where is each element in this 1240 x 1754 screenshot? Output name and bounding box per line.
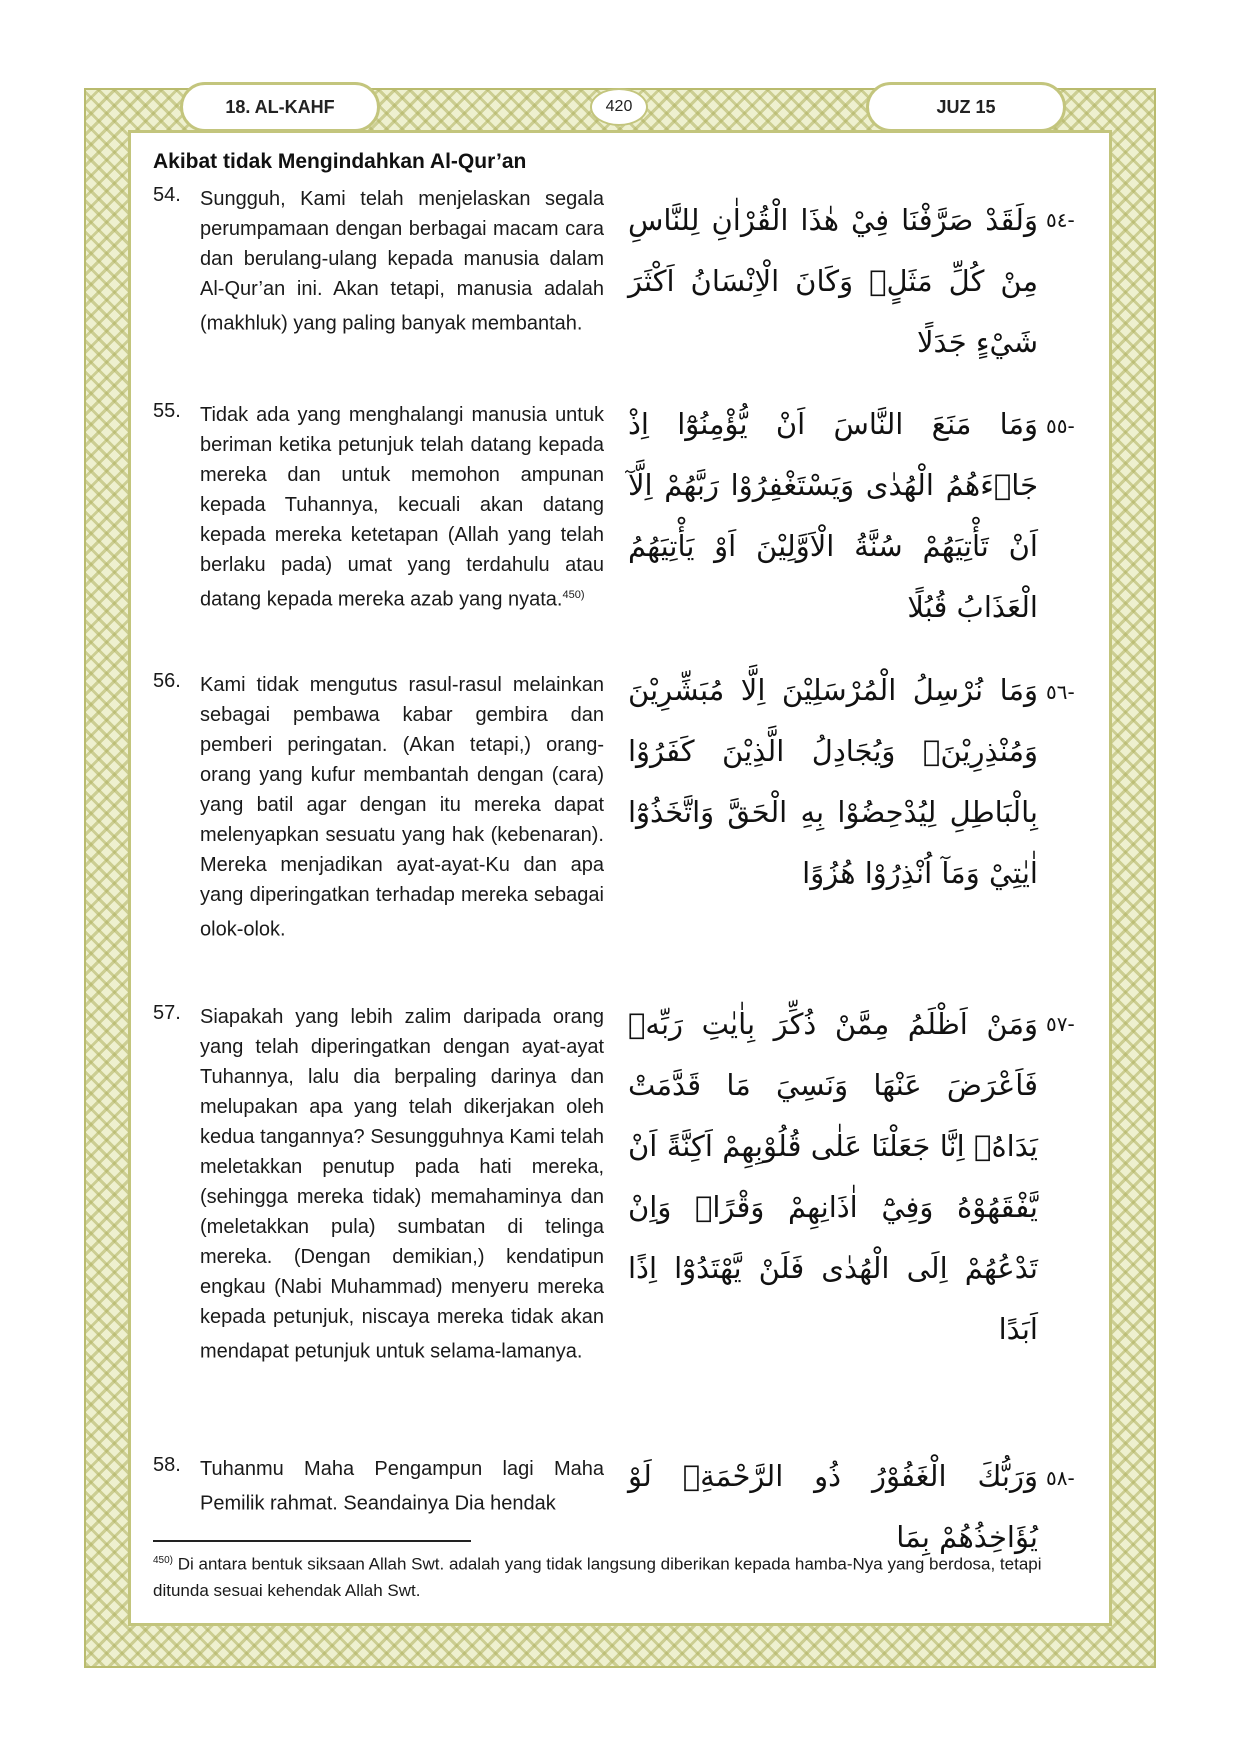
- verse-number: 58.: [153, 1454, 181, 1476]
- surah-label: 18. AL-KAHF: [180, 82, 380, 132]
- arabic-verse: وَمَنْ اَظْلَمُ مِمَّنْ ذُكِّرَ بِاٰيٰتِ رَبِّهٖ فَاَعْرَضَ عَنْهَا وَنَسِيَ مَا قَدَّمَتْ يَدَاهُۗ اِنَّا جَعَلْنَا عَلٰى قُلُوْبِهِمْ اَكِنَّةً اَنْ يَّفْقَهُوْهُ وَفِيْٓ اٰذَانِهِمْ وَقْرًاۗ وَاِنْ تَدْعُهُمْ اِلَى الْهُدٰى فَلَنْ يَّهْتَدُوْٓا اِذًا اَبَدًا: [628, 1007, 1038, 1346]
- verse-translation: Tidak ada yang menghalangi manusia untuk beriman ketika petunjuk telah datang kepada mereka dan untuk memohon ampunan kepada Tuhannya, kecuali akan datang kepada mereka ketetapan (Allah yang telah berlaku pada) umat yang terdahulu atau datang kepada mereka azab yang nyata.$^{450)}$: [200, 404, 604, 611]
- footnote-divider: [153, 1540, 471, 1542]
- page-number: 420: [590, 88, 648, 126]
- footnote-marker: 450): [153, 1555, 174, 1566]
- verse-number: 57.: [153, 1002, 181, 1024]
- verse-number: 54.: [153, 184, 181, 206]
- footnote-text: Di antara bentuk siksaan Allah Swt. adalah yang tidak langsung diberikan kepada hamba-Nya yang berdosa, tetapi ditunda sesuai kehendak Allah Swt.: [153, 1554, 1042, 1600]
- arabic-verse: وَمَا نُرْسِلُ الْمُرْسَلِيْنَ اِلَّا مُبَشِّرِيْنَ وَمُنْذِرِيْنَۚ وَيُجَادِلُ الَّذِيْنَ كَفَرُوْا بِالْبَاطِلِ لِيُدْحِضُوْا بِهِ الْحَقَّ وَاتَّخَذُوْٓا اٰيٰتِيْ وَمَآ اُنْذِرُوْا هُزُوًا: [628, 673, 1038, 890]
- arabic-verse-number: -٥٤: [1046, 208, 1075, 232]
- verse-translation: Kami tidak mengutus rasul-rasul melainkan sebagai pembawa kabar gembira dan pemberi peringatan. (Akan tetapi,) orang-orang yang kufur membantah dengan (cara) yang batil agar dengan itu mereka dapat melenyapkan sesuatu yang hak (kebenaran). Mereka menjadikan ayat-ayat-Ku dan apa yang diperingatkan terhadap mereka sebagai olok-olok.: [200, 674, 604, 941]
- verse-number: 56.: [153, 670, 181, 692]
- verse-translation: Sungguh, Kami telah menjelaskan segala perumpamaan dengan berbagai macam cara dan berulang-ulang kepada manusia dalam Al-Qur’an ini. Akan tetapi, manusia adalah (makhluk) yang paling banyak membantah.: [200, 188, 604, 335]
- juz-label: JUZ 15: [866, 82, 1066, 132]
- arabic-verse-number: -٥٧: [1046, 1012, 1075, 1036]
- section-title: Akibat tidak Mengindahkan Al-Qur’an: [153, 150, 527, 173]
- arabic-verse: وَرَبُّكَ الْغَفُوْرُ ذُو الرَّحْمَةِۗ لَوْ يُؤَاخِذُهُمْ بِمَا: [628, 1459, 1038, 1554]
- arabic-verse-number: -٥٨: [1046, 1466, 1075, 1490]
- arabic-verse: وَمَا مَنَعَ النَّاسَ اَنْ يُّؤْمِنُوْٓا اِذْ جَاۤءَهُمُ الْهُدٰى وَيَسْتَغْفِرُوْا رَبَّهُمْ اِلَّآ اَنْ تَأْتِيَهُمْ سُنَّةُ الْاَوَّلِيْنَ اَوْ يَأْتِيَهُمُ الْعَذَابُ قُبُلًا: [628, 407, 1038, 624]
- verse-number: 55.: [153, 400, 181, 422]
- arabic-verse-number: -٥٥: [1046, 414, 1075, 438]
- verse-translation: Siapakah yang lebih zalim daripada orang yang telah diperingatkan dengan ayat-ayat Tuhannya, lalu dia berpaling darinya dan melupakan apa yang telah dikerjakan oleh kedua tangannya? Sesungguhnya Kami telah meletakkan penutup pada hati mereka, (sehingga mereka tidak) memahaminya dan (meletakkan pula) sumbatan di telinga mereka. (Dengan demikian,) kendatipun engkau (Nabi Muhammad) menyeru mereka kepada petunjuk, niscaya mereka tidak akan mendapat petunjuk untuk selama-lamanya.: [200, 1006, 604, 1363]
- footnote-ref: 450): [562, 589, 585, 601]
- arabic-verse: وَلَقَدْ صَرَّفْنَا فِيْ هٰذَا الْقُرْاٰنِ لِلنَّاسِ مِنْ كُلِّ مَثَلٍۗ وَكَانَ الْاِنْسَانُ اَكْثَرَ شَيْءٍ جَدَلًا: [628, 203, 1038, 359]
- verse-translation: Tuhanmu Maha Pengampun lagi Maha Pemilik rahmat. Seandainya Dia hendak: [200, 1458, 604, 1515]
- arabic-verse-number: -٥٦: [1046, 680, 1075, 704]
- footnote: [153, 1548, 1088, 1604]
